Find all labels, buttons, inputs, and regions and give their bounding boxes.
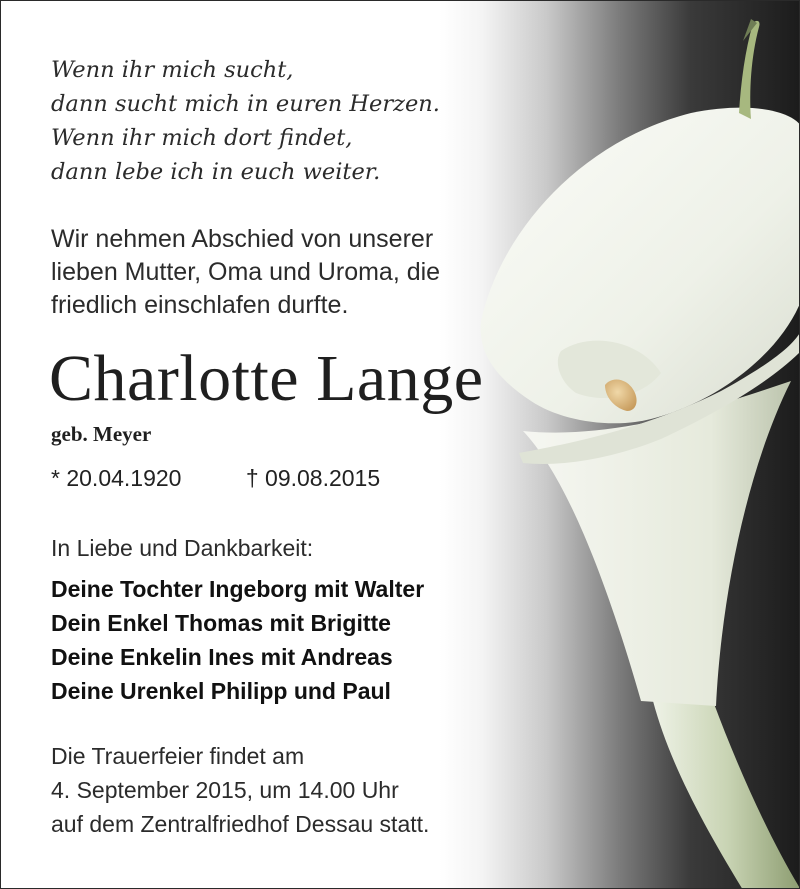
intro-line: lieben Mutter, Oma und Uroma, die — [51, 258, 441, 286]
verse — [51, 53, 471, 189]
life-dates — [51, 465, 380, 492]
service-info — [51, 739, 429, 841]
intro-line: Wir nehmen Abschied von unserer — [51, 225, 434, 253]
verse-line: dann sucht mich in euren Herzen. — [51, 91, 440, 117]
verse-line: dann lebe ich in euch weiter. — [51, 159, 381, 185]
service-line: Die Trauerfeier findet am — [51, 743, 305, 769]
birth-date: * 20.04.1920 — [51, 465, 182, 491]
mourner-line: Dein Enkel Thomas mit Brigitte — [51, 610, 391, 636]
intro-line: friedlich einschlafen durfte. — [51, 291, 349, 319]
service-line: auf dem Zentralfriedhof Dessau statt. — [51, 811, 430, 837]
maiden-name: geb. Meyer — [51, 422, 152, 446]
mourner-line: Deine Tochter Ingeborg mit Walter — [51, 576, 425, 602]
mourner-line: Deine Urenkel Philipp und Paul — [51, 678, 391, 704]
thanks-line: In Liebe und Dankbarkeit: — [51, 535, 314, 561]
deceased-name: Charlotte Lange — [49, 342, 484, 415]
service-line: 4. September 2015, um 14.00 Uhr — [51, 777, 399, 803]
verse-line: Wenn ihr mich dort findet, — [51, 125, 353, 151]
mourner-line: Deine Enkelin Ines mit Andreas — [51, 644, 393, 670]
mourners-list — [51, 572, 424, 708]
verse-line: Wenn ihr mich sucht, — [51, 57, 294, 83]
intro-text — [51, 223, 521, 322]
death-date: † 09.08.2015 — [245, 465, 381, 491]
